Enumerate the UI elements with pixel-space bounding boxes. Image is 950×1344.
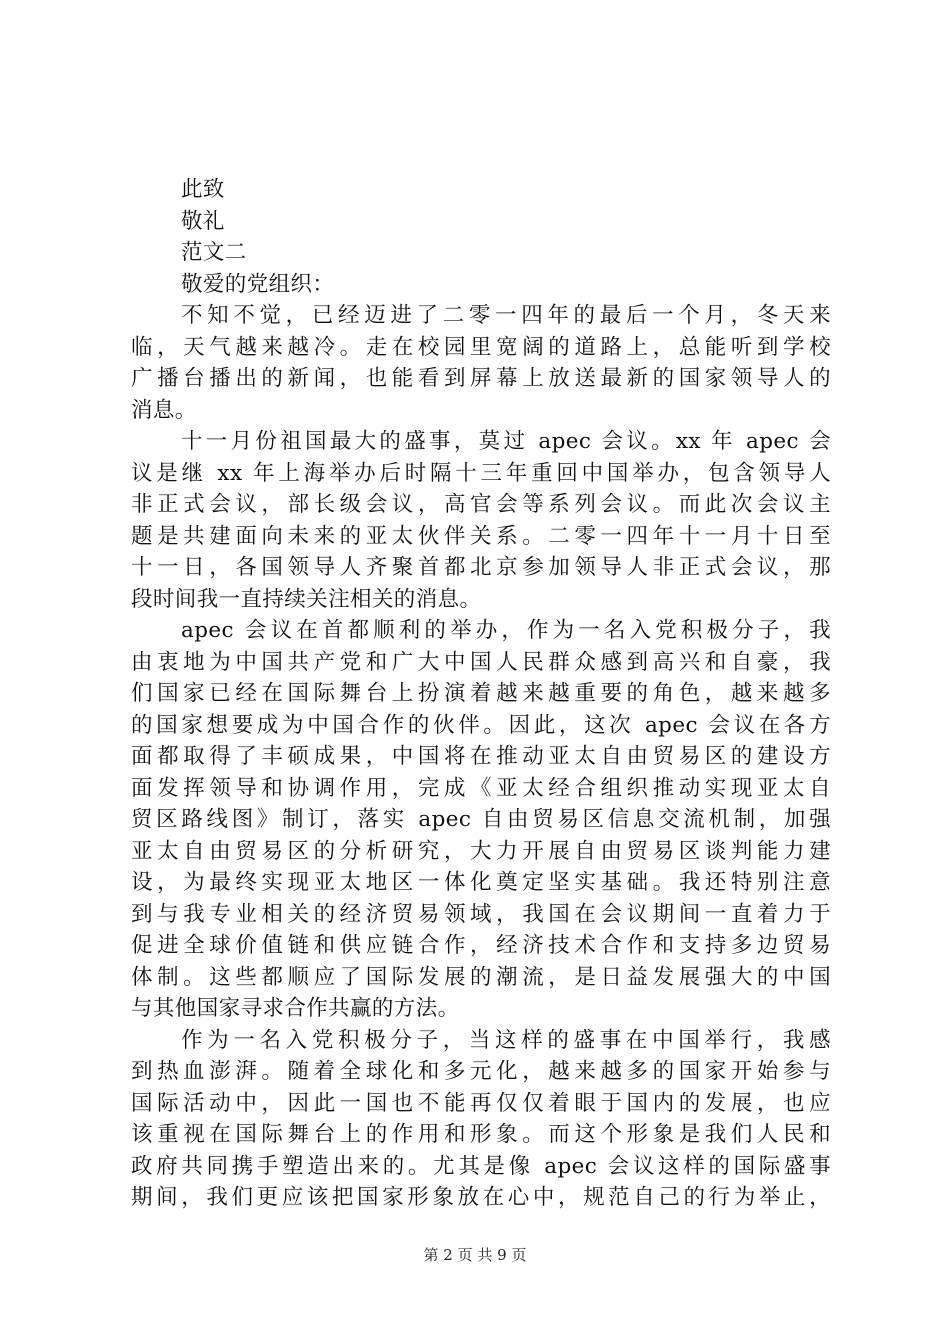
- text-line: 敬礼: [181, 208, 225, 234]
- text-line: 广播台播出的新闻，也能看到屏幕上放送最新的国家领导人的: [131, 366, 831, 391]
- text-line: 体制。这些都顺应了国际发展的潮流，是日益发展强大的中国: [131, 964, 831, 990]
- text-line: 作为一名入党积极分子，当这样的盛事在中国举行，我感: [181, 1027, 831, 1053]
- text-line: 消息。: [131, 397, 197, 423]
- text-line: 设，为最终实现亚太地区一体化奠定坚实基础。我还特别注意: [131, 870, 831, 895]
- text-line: 们国家已经在国际舞台上扮演着越来越重要的角色，越来越多: [131, 681, 831, 706]
- text-line: 非正式会议，部长级会议，高官会等系列会议。而此次会议主: [131, 492, 831, 517]
- text-line: 该重视在国际舞台上的作用和形象。而这个形象是我们人民和: [131, 1122, 831, 1147]
- page-footer: 第 2 页 共 9 页: [423, 1246, 527, 1264]
- text-line: 题是共建面向未来的亚太伙伴关系。二零一四年十一月十日至: [131, 523, 831, 549]
- text-line: 范文二: [181, 240, 247, 265]
- text-line: 贸区路线图》制订，落实 apec 自由贸易区信息交流机制，加强: [131, 807, 831, 832]
- text-line: 亚太自由贸易区的分析研究，大力开展自由贸易区谈判能力建: [131, 838, 831, 864]
- text-line: 政府共同携手塑造出来的。尤其是像 apec 会议这样的国际盛事: [131, 1153, 831, 1179]
- text-line: 到热血澎湃。随着全球化和多元化，越来越多的国家开始参与: [131, 1059, 831, 1084]
- text-line: 到与我专业相关的经济贸易领域，我国在会议期间一直着力于: [131, 901, 831, 927]
- text-line: 此致: [181, 177, 225, 202]
- text-line: 面都取得了丰硕成果，中国将在推动亚太自由贸易区的建设方: [131, 744, 831, 769]
- document-body: [131, 174, 831, 1214]
- text-line: 十一日，各国领导人齐聚首都北京参加领导人非正式会议，那: [131, 555, 831, 580]
- text-line: 促进全球价值链和供应链合作，经济技术合作和支持多边贸易: [131, 933, 831, 958]
- text-line: 的国家想要成为中国合作的伙伴。因此，这次 apec 会议在各方: [131, 712, 831, 738]
- text-line: 议是继 xx 年上海举办后时隔十三年重回中国举办，包含领导人: [131, 460, 831, 486]
- text-line: 国际活动中，因此一国也不能再仅仅着眼于国内的发展，也应: [131, 1090, 831, 1116]
- text-line: 由衷地为中国共产党和广大中国人民群众感到高兴和自豪，我: [131, 649, 831, 675]
- text-line: 期间，我们更应该把国家形象放在心中，规范自己的行为举止，: [131, 1185, 831, 1210]
- text-line: 敬爱的党组织：: [181, 271, 335, 297]
- text-line: 不知不觉，已经迈进了二零一四年的最后一个月，冬天来: [181, 303, 831, 328]
- text-line: 段时间我一直持续关注相关的消息。: [131, 586, 482, 612]
- text-line: 与其他国家寻求合作共赢的方法。: [131, 996, 460, 1021]
- text-line: 十一月份祖国最大的盛事，莫过 apec 会议。xx 年 apec 会: [181, 429, 831, 454]
- text-line: apec 会议在首都顺利的举办，作为一名入党积极分子，我: [181, 618, 831, 643]
- text-line: 面发挥领导和协调作用，完成《亚太经合组织推动实现亚太自: [131, 775, 831, 801]
- text-line: 临，天气越来越冷。走在校园里宽阔的道路上，总能听到学校: [131, 334, 831, 360]
